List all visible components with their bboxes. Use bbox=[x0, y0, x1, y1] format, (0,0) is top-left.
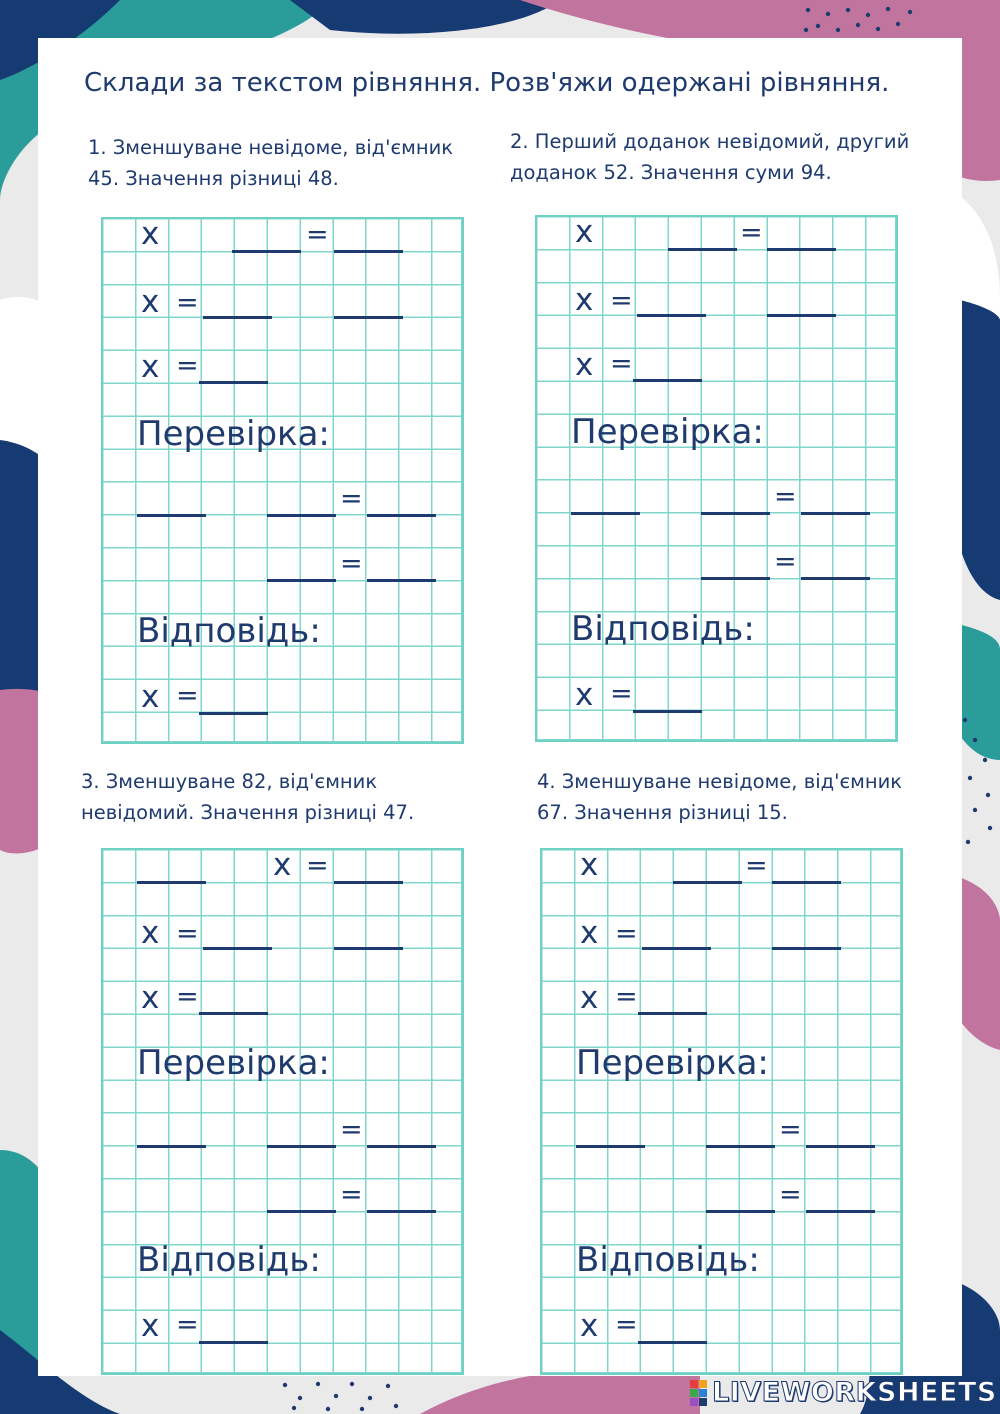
task-text-line: 45. Значення різниці 48. bbox=[88, 167, 339, 190]
task-text-line: 3. Зменшуване 82, від'ємник bbox=[81, 770, 378, 793]
equals-sign: = bbox=[779, 1179, 802, 1210]
answer-blank[interactable] bbox=[638, 1341, 707, 1344]
equals-sign: = bbox=[176, 680, 199, 711]
answer-blank[interactable] bbox=[642, 947, 711, 950]
check-heading: Перевірка: bbox=[137, 1043, 330, 1083]
answer-heading: Відповідь: bbox=[571, 609, 755, 649]
task-4-text bbox=[537, 766, 902, 828]
equals-sign: = bbox=[340, 1114, 363, 1145]
answer-blank[interactable] bbox=[801, 577, 870, 580]
equals-sign: = bbox=[176, 918, 199, 949]
answer-blank[interactable] bbox=[806, 1210, 875, 1213]
unknown-x: x bbox=[141, 915, 160, 951]
answer-blank[interactable] bbox=[232, 250, 301, 253]
unknown-x: x bbox=[141, 284, 160, 320]
worksheet-title: Склади за текстом рівняння. Розв'яжи одержані рівняння. bbox=[84, 68, 890, 98]
answer-blank[interactable] bbox=[772, 881, 841, 884]
answer-heading: Відповідь: bbox=[576, 1240, 760, 1280]
liveworksheets-logo-text: LIVEWORKSHEETS bbox=[712, 1376, 997, 1408]
answer-blank[interactable] bbox=[137, 881, 206, 884]
unknown-x: x bbox=[141, 216, 160, 252]
answer-blank[interactable] bbox=[203, 947, 272, 950]
answer-blank[interactable] bbox=[706, 1210, 775, 1213]
equals-sign: = bbox=[740, 217, 763, 248]
answer-blank[interactable] bbox=[706, 1145, 775, 1148]
unknown-x: x bbox=[575, 347, 594, 383]
task-1-text bbox=[88, 132, 453, 194]
answer-blank[interactable] bbox=[772, 947, 841, 950]
answer-blank[interactable] bbox=[199, 381, 268, 384]
equals-sign: = bbox=[306, 850, 329, 881]
answer-blank[interactable] bbox=[334, 947, 403, 950]
answer-blank[interactable] bbox=[367, 514, 436, 517]
answer-heading: Відповідь: bbox=[137, 611, 321, 651]
unknown-x: x bbox=[580, 847, 599, 883]
answer-heading: Відповідь: bbox=[137, 1240, 321, 1280]
unknown-x: x bbox=[580, 1308, 599, 1344]
equals-sign: = bbox=[774, 546, 797, 577]
task-3-grid bbox=[101, 848, 464, 1375]
answer-blank[interactable] bbox=[267, 514, 336, 517]
task-text-line: 1. Зменшуване невідоме, від'ємник bbox=[88, 136, 454, 159]
answer-blank[interactable] bbox=[633, 710, 702, 713]
task-text-line: 4. Зменшуване невідоме, від'ємник bbox=[537, 770, 903, 793]
equals-sign: = bbox=[615, 918, 638, 949]
equals-sign: = bbox=[615, 981, 638, 1012]
equals-sign: = bbox=[774, 481, 797, 512]
task-2-grid bbox=[535, 215, 898, 742]
answer-blank[interactable] bbox=[203, 316, 272, 319]
answer-blank[interactable] bbox=[137, 514, 206, 517]
equals-sign: = bbox=[615, 1309, 638, 1340]
answer-blank[interactable] bbox=[701, 577, 770, 580]
equals-sign: = bbox=[610, 678, 633, 709]
equals-sign: = bbox=[340, 1179, 363, 1210]
unknown-x: x bbox=[575, 282, 594, 318]
task-text-line: 2. Перший доданок невідомий, другий bbox=[510, 130, 910, 153]
answer-blank[interactable] bbox=[267, 1145, 336, 1148]
unknown-x: x bbox=[580, 915, 599, 951]
unknown-x: x bbox=[575, 677, 594, 713]
answer-blank[interactable] bbox=[638, 1012, 707, 1015]
equals-sign: = bbox=[340, 548, 363, 579]
answer-blank[interactable] bbox=[576, 1145, 645, 1148]
unknown-x: x bbox=[141, 1308, 160, 1344]
answer-blank[interactable] bbox=[701, 512, 770, 515]
answer-blank[interactable] bbox=[367, 1145, 436, 1148]
answer-blank[interactable] bbox=[334, 881, 403, 884]
answer-blank[interactable] bbox=[668, 248, 737, 251]
equals-sign: = bbox=[340, 483, 363, 514]
task-text-line: невідомий. Значення різниці 47. bbox=[81, 801, 415, 824]
answer-blank[interactable] bbox=[633, 379, 702, 382]
equals-sign: = bbox=[610, 348, 633, 379]
check-heading: Перевірка: bbox=[576, 1043, 769, 1083]
equals-sign: = bbox=[176, 350, 199, 381]
check-heading: Перевірка: bbox=[137, 414, 330, 454]
equals-sign: = bbox=[176, 287, 199, 318]
task-1-grid bbox=[101, 217, 464, 744]
answer-blank[interactable] bbox=[767, 314, 836, 317]
unknown-x: x bbox=[273, 847, 292, 883]
answer-blank[interactable] bbox=[637, 314, 706, 317]
unknown-x: x bbox=[141, 980, 160, 1016]
answer-blank[interactable] bbox=[199, 1012, 268, 1015]
task-4-grid bbox=[540, 848, 903, 1375]
task-3-text bbox=[81, 766, 414, 828]
liveworksheets-logo-icon bbox=[690, 1378, 708, 1406]
answer-blank[interactable] bbox=[806, 1145, 875, 1148]
equals-sign: = bbox=[306, 219, 329, 250]
equals-sign: = bbox=[779, 1114, 802, 1145]
answer-blank[interactable] bbox=[199, 712, 268, 715]
equals-sign: = bbox=[745, 850, 768, 881]
equals-sign: = bbox=[610, 285, 633, 316]
task-2-text bbox=[510, 126, 909, 188]
task-text-line: доданок 52. Значення суми 94. bbox=[510, 161, 832, 184]
answer-blank[interactable] bbox=[367, 579, 436, 582]
task-text-line: 67. Значення різниці 15. bbox=[537, 801, 788, 824]
answer-blank[interactable] bbox=[334, 316, 403, 319]
answer-blank[interactable] bbox=[801, 512, 870, 515]
answer-blank[interactable] bbox=[267, 1210, 336, 1213]
unknown-x: x bbox=[141, 349, 160, 385]
unknown-x: x bbox=[141, 679, 160, 715]
answer-blank[interactable] bbox=[367, 1210, 436, 1213]
answer-blank[interactable] bbox=[571, 512, 640, 515]
answer-blank[interactable] bbox=[767, 248, 836, 251]
answer-blank[interactable] bbox=[334, 250, 403, 253]
answer-blank[interactable] bbox=[673, 881, 742, 884]
liveworksheets-logo bbox=[690, 1374, 997, 1410]
equals-sign: = bbox=[176, 1309, 199, 1340]
unknown-x: x bbox=[575, 214, 594, 250]
answer-blank[interactable] bbox=[199, 1341, 268, 1344]
answer-blank[interactable] bbox=[267, 579, 336, 582]
equals-sign: = bbox=[176, 981, 199, 1012]
unknown-x: x bbox=[580, 980, 599, 1016]
answer-blank[interactable] bbox=[137, 1145, 206, 1148]
check-heading: Перевірка: bbox=[571, 412, 764, 452]
